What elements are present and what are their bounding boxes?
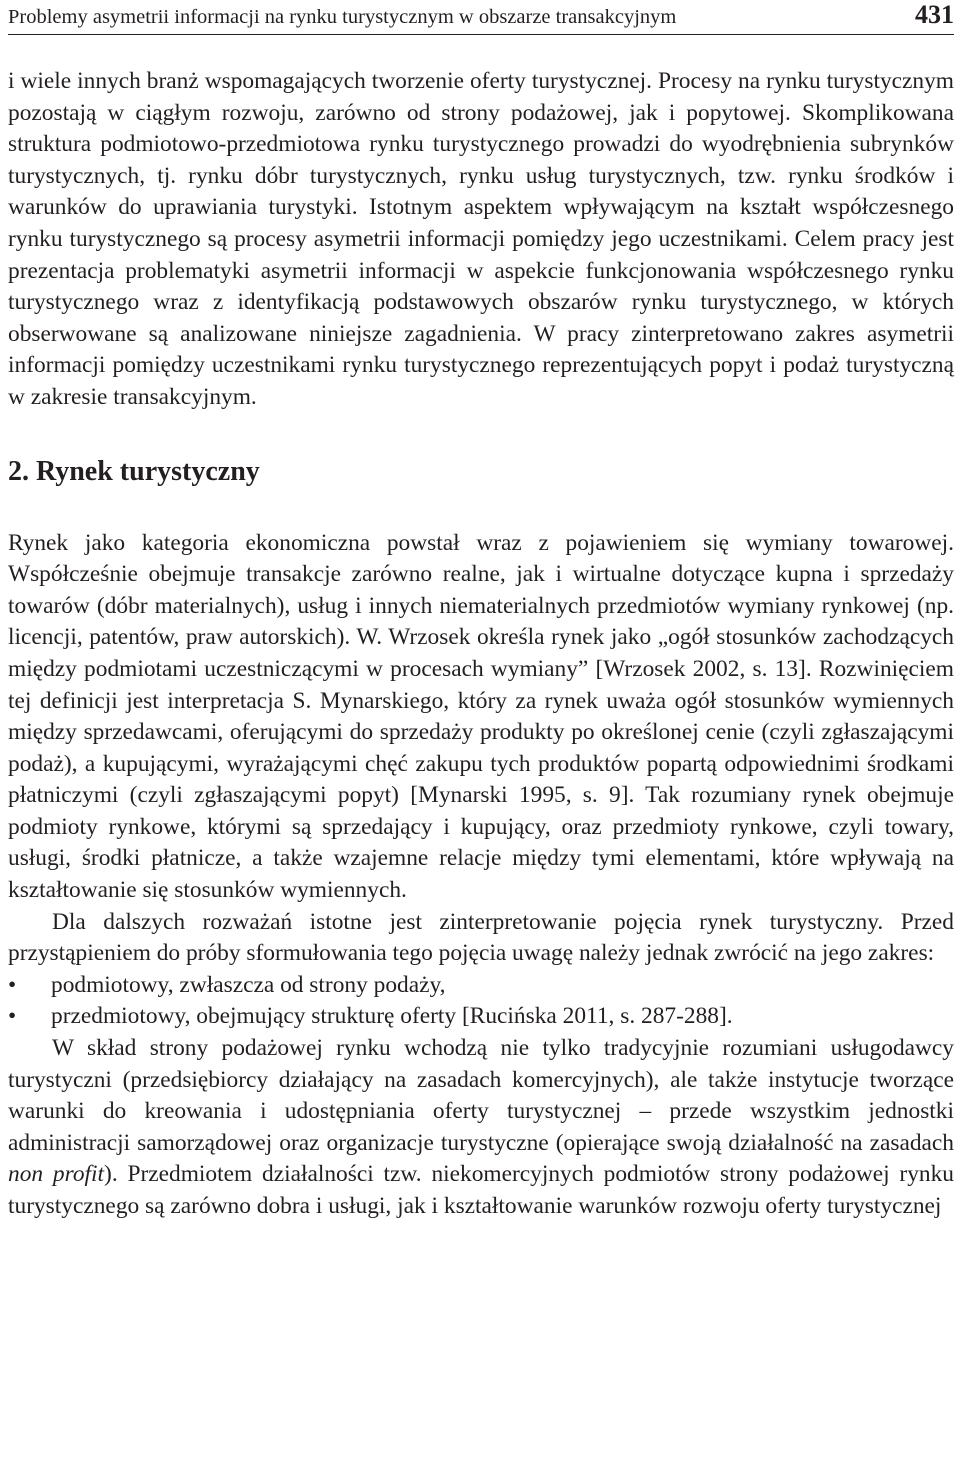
body-text: [8, 66, 954, 1223]
paragraph-text: W skład strony podażowej rynku wchodzą nie tylko tradycyjnie rozumiani usługodawcy turystyczni (przedsiębiorcy działający na zasadach komercyjnych), ale także instytucje tworzące warunki do kreowania i udostępniania oferty turystycznej – przede wszystkim jednostki administracji samorządowej oraz organizacje turystyczne (opierające swoją działalność na zasadach: [8, 1035, 954, 1156]
paragraph-tourism-market: Dla dalszych rozważań istotne jest zinterpretowanie pojęcia rynek turystyczny. Przed przystąpieniem do próby sformułowania tego pojęcia uwagę należy jednak zwrócić na jego zakres:: [8, 908, 954, 967]
bullet-icon: •: [8, 971, 17, 998]
section-heading: 2. Rynek turystyczny: [8, 455, 260, 487]
paragraph-market-definition: Rynek jako kategoria ekonomiczna powstał wraz z pojawieniem się wymiany towarowej. Współcześnie obejmuje transakcje zarówno realne, jak i wirtualne dotyczące kupna i sprzedaży towarów (dóbr materialnych), usług i innych niematerialnych przedmiotów wymiany rynkowej (np. licencji, patentów, praw autorskich). W. Wrzosek określa rynek jako „ogół stosunków zachodzących między podmiotami uczestniczącymi w procesach wymiany” [Wrzosek 2002, s. 13]. Rozwinięciem tej definicji jest interpretacja S. Mynarskiego, który za rynek uważa ogół stosunków wymiennych między sprzedawcami, oferującymi do sprzedaży produkty po określonej cenie (czyli zgłaszającymi podaż), a kupującymi, wyrażającymi chęć zakupu tych produktów popartą odpowiednimi środkami płatniczymi (czyli zgłaszającymi popyt) [Mynarski 1995, s. 9]. Tak rozumiany rynek obejmuje podmioty rynkowe, którymi są sprzedający i kupujący, oraz przedmioty rynkowe, czyli towary, usługi, środki płatnicze, a także wzajemne relacje między tymi elementami, które wpływają na kształtowanie się stosunków wymiennych.: [8, 529, 954, 904]
page-number: 431: [915, 0, 954, 29]
bullet-icon: •: [8, 1003, 17, 1030]
scope-list: [8, 970, 954, 1033]
list-item: [8, 970, 954, 1002]
paragraph-text: ). Przedmiotem działalności tzw. niekomercyjnych podmiotów strony podażowej rynku turystycznego są zarówno dobra i usługi, jak i kształtowanie warunków rozwoju oferty turystycznej: [8, 1161, 955, 1219]
paragraph-intro: i wiele innych branż wspomagających tworzenie oferty turystycznej. Procesy na rynku turystycznym pozostają w ciągłym rozwoju, zarówno od strony podażowej, jak i popytowej. Skomplikowana struktura podmiotowo-przedmiotowa rynku turystycznego prowadzi do wyodrębnienia subrynków turystycznych, tj. rynku dóbr turystycznych, rynku usług turystycznych, tzw. rynku środków i warunków do uprawiania turystyki. Istotnym aspektem wpływającym na kształt współczesnego rynku turystycznego są procesy asymetrii informacji pomiędzy jego uczestnikami. Celem pracy jest prezentacja problematyki asymetrii informacji w aspekcie funkcjonowania współczesnego rynku turystycznego wraz z identyfikacją podstawowych obszarów rynku turystycznego, w których obserwowane są analizowane niniejsze zagadnienia. W pracy zinterpretowano zakres asymetrii informacji pomiędzy uczestnikami rynku turystycznego reprezentujących popyt i podaż turystyczną w zakresie transakcyjnym.: [8, 68, 954, 410]
italic-term: non profit: [8, 1161, 105, 1188]
list-item-text: przedmiotowy, obejmujący strukturę oferty [Rucińska 2011, s. 287-288].: [51, 1003, 733, 1030]
running-header: [8, 0, 954, 35]
document-page: [8, 0, 954, 1223]
list-item-text: podmiotowy, zwłaszcza od strony podaży,: [51, 971, 446, 998]
list-item: [8, 1001, 954, 1033]
running-title: Problemy asymetrii informacji na rynku turystycznym w obszarze transakcyjnym: [8, 6, 677, 28]
paragraph-supply-side: [8, 1033, 954, 1223]
